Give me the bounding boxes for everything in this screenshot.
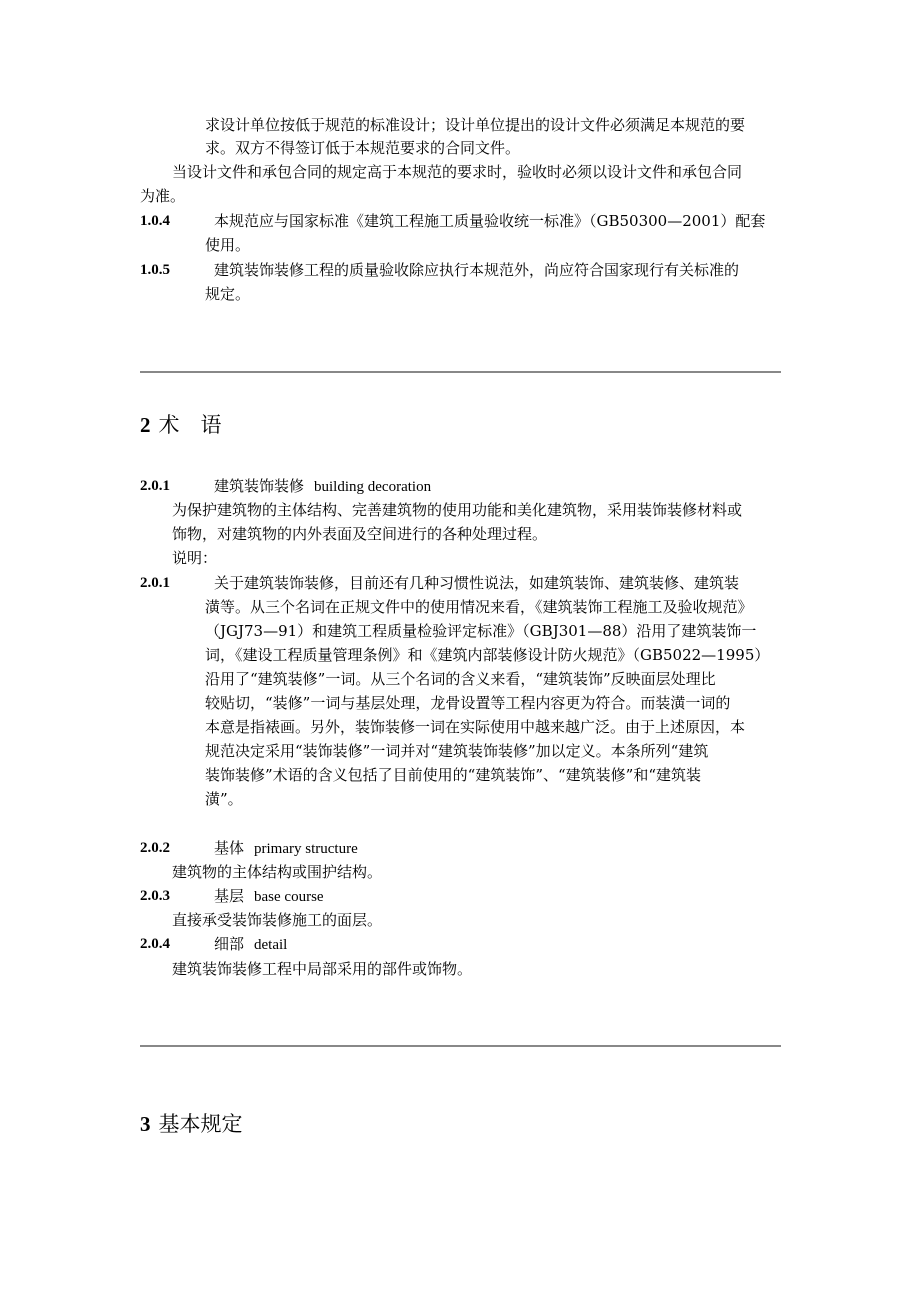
term-number: 2.0.2 [140,840,170,856]
term-number: 2.0.4 [140,936,170,952]
section-title: 术 语 [158,413,222,437]
section-title: 基本规定 [158,1112,243,1136]
term-definition: 直接承受装饰装修施工的面层。 [172,911,383,929]
term-number: 2.0.3 [140,888,170,904]
term-en: building decoration [314,479,432,495]
clause-text: 规定。 [205,285,251,303]
section-number: 3 [140,1112,151,1136]
explain-line: 沿用了“建筑装修”一词。从三个名词的含义来看，“建筑装饰”反映面层处理比 [205,670,716,688]
term-zh: 基体 [214,839,245,857]
term-definition: 建筑装饰装修工程中局部采用的部件或饰物。 [172,960,473,978]
term-title [214,474,431,499]
explain-number: 2.0.1 [140,575,170,591]
intro-line-2: 求。双方不得签订低于本规范要求的合同文件。 [205,139,521,157]
explain-line: 规范决定采用“装饰装修”一词并对“建筑装饰装修”加以定义。本条所列“建筑 [205,742,709,760]
explain-line: 装饰装修”术语的含义包括了目前使用的“建筑装饰”、“建筑装修”和“建筑装 [205,766,702,784]
clause-text: 建筑装饰装修工程的质量验收除应执行本规范外，尚应符合国家现行有关标准的 [214,261,740,279]
clause-text: 本规范应与国家标准《建筑工程施工质量验收统一标准》（GB50300—2001）配套 [214,212,766,230]
explain-line: 潢等。从三个名词在正规文件中的使用情况来看，《建筑装饰工程施工及验收规范》 [205,598,753,616]
section-divider [140,371,781,373]
term-title [214,836,358,861]
explain-line: 本意是指裱画。另外，装饰装修一词在实际使用中越来越广泛。由于上述原因，本 [205,718,746,736]
term-definition: 为保护建筑物的主体结构、完善建筑物的使用功能和美化建筑物，采用装饰装修材料或 [172,501,743,519]
section-heading [140,1110,243,1138]
term-en: detail [254,937,288,953]
section-divider [140,1045,781,1047]
section-number: 2 [140,413,151,437]
term-zh: 建筑装饰装修 [214,477,305,495]
explain-line: 关于建筑装饰装修，目前还有几种习惯性说法，如建筑装饰、建筑装修、建筑装 [214,574,740,592]
term-en: base course [254,889,324,905]
term-title [214,932,287,957]
explain-line: 较贴切，“装修”一词与基层处理，龙骨设置等工程内容更为符合。而装潢一词的 [205,694,731,712]
term-number: 2.0.1 [140,478,170,494]
explain-line: 词，《建设工程质量管理条例》和《建筑内部装修设计防火规范》（GB5022—1995） [205,646,770,664]
term-title [214,884,324,909]
intro-line-3: 当设计文件和承包合同的规定高于本规范的要求时，验收时必须以设计文件和承包合同 [172,163,743,181]
term-zh: 基层 [214,887,245,905]
section-heading [140,411,222,439]
explain-line: 潢”。 [205,790,243,808]
clause-text: 使用。 [205,236,251,254]
explain-line: （JGJ73—91）和建筑工程质量检验评定标准》（GBJ301—88）沿用了建筑装饰一 [205,622,757,640]
note-label: 说明： [172,549,218,567]
clause-number: 1.0.4 [140,213,170,229]
intro-line-4: 为准。 [140,187,186,205]
term-definition: 建筑物的主体结构或围护结构。 [172,863,383,881]
term-zh: 细部 [214,935,245,953]
term-en: primary structure [254,841,358,857]
intro-line-1: 求设计单位按低于规范的标准设计；设计单位提出的设计文件必须满足本规范的要 [205,116,746,134]
term-definition: 饰物，对建筑物的内外表面及空间进行的各种处理过程。 [172,525,548,543]
clause-number: 1.0.5 [140,262,170,278]
